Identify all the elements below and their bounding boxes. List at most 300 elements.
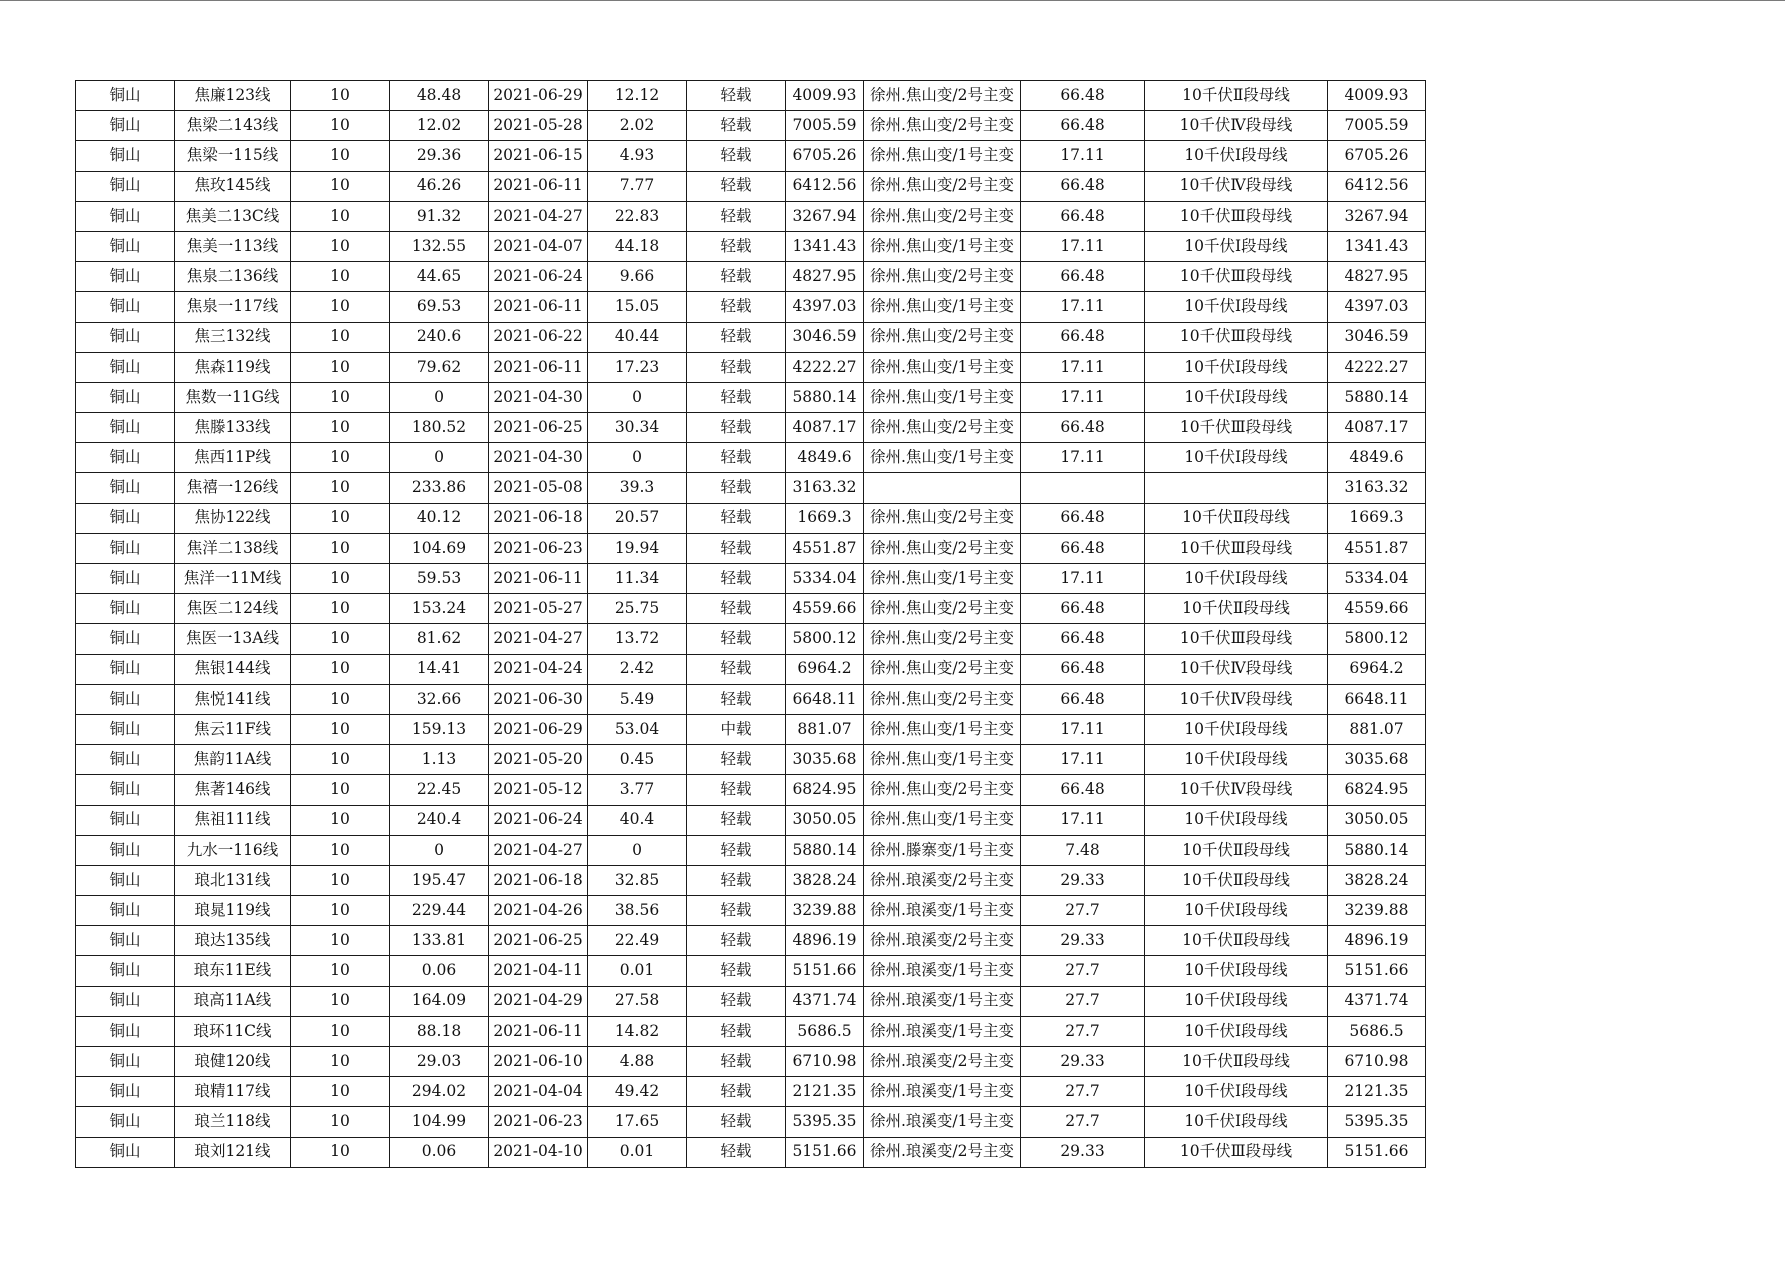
- load-cell: 0.06: [390, 1137, 489, 1167]
- voltage-cell: 10: [291, 503, 390, 533]
- transformer-load-rate-cell: 66.48: [1021, 413, 1145, 443]
- substation-transformer-cell: 徐州.琅溪变/1号主变: [864, 986, 1021, 1016]
- date-cell: 2021-06-11: [489, 564, 588, 594]
- load-status-cell: 轻载: [687, 262, 786, 292]
- voltage-cell: 10: [291, 624, 390, 654]
- line-name-cell: 琅刘121线: [175, 1137, 291, 1167]
- line-name-cell: 焦悦141线: [175, 684, 291, 714]
- date-cell: 2021-06-11: [489, 292, 588, 322]
- table-row: [76, 503, 1426, 533]
- load-cell: 29.36: [390, 141, 489, 171]
- bus-section-cell: 10千伏Ⅳ段母线: [1145, 171, 1328, 201]
- bus-section-cell: 10千伏Ⅰ段母线: [1145, 956, 1328, 986]
- date-cell: 2021-05-27: [489, 594, 588, 624]
- transformer-load-rate-cell: 66.48: [1021, 533, 1145, 563]
- spare-capacity-cell: 3239.88: [786, 896, 864, 926]
- table-row: [76, 443, 1426, 473]
- bus-section-cell: 10千伏Ⅲ段母线: [1145, 1137, 1328, 1167]
- spare-capacity-cell: 4849.6: [786, 443, 864, 473]
- transformer-load-rate-cell: 27.7: [1021, 986, 1145, 1016]
- bus-section-cell: 10千伏Ⅳ段母线: [1145, 654, 1328, 684]
- district-cell: 铜山: [76, 533, 175, 563]
- district-cell: 铜山: [76, 624, 175, 654]
- transformer-load-rate-cell: 17.11: [1021, 714, 1145, 744]
- voltage-cell: 10: [291, 926, 390, 956]
- voltage-cell: 10: [291, 835, 390, 865]
- substation-transformer-cell: 徐州.琅溪变/2号主变: [864, 865, 1021, 895]
- table-row: [76, 1016, 1426, 1046]
- load-status-cell: 轻载: [687, 352, 786, 382]
- voltage-cell: 10: [291, 201, 390, 231]
- spare-capacity-cell: 1341.43: [786, 231, 864, 261]
- line-name-cell: 焦银144线: [175, 654, 291, 684]
- load-rate-cell: 25.75: [588, 594, 687, 624]
- table-row: [76, 1047, 1426, 1077]
- load-cell: 88.18: [390, 1016, 489, 1046]
- transformer-load-rate-cell: 29.33: [1021, 1137, 1145, 1167]
- table-row: [76, 896, 1426, 926]
- substation-transformer-cell: 徐州.焦山变/1号主变: [864, 805, 1021, 835]
- line-name-cell: 焦云11F线: [175, 714, 291, 744]
- load-status-cell: 轻载: [687, 624, 786, 654]
- district-cell: 铜山: [76, 1107, 175, 1137]
- spare-capacity-cell: 3828.24: [786, 865, 864, 895]
- substation-transformer-cell: [864, 473, 1021, 503]
- transformer-load-rate-cell: 17.11: [1021, 292, 1145, 322]
- transformer-load-rate-cell: 29.33: [1021, 1047, 1145, 1077]
- substation-transformer-cell: 徐州.焦山变/2号主变: [864, 111, 1021, 141]
- spare-capacity-cell: 3050.05: [786, 805, 864, 835]
- voltage-cell: 10: [291, 1137, 390, 1167]
- load-status-cell: 中载: [687, 714, 786, 744]
- bus-section-cell: 10千伏Ⅲ段母线: [1145, 322, 1328, 352]
- load-status-cell: 轻载: [687, 775, 786, 805]
- voltage-cell: 10: [291, 322, 390, 352]
- load-status-cell: 轻载: [687, 896, 786, 926]
- voltage-cell: 10: [291, 141, 390, 171]
- line-name-cell: 焦梁一115线: [175, 141, 291, 171]
- load-rate-cell: 14.82: [588, 1016, 687, 1046]
- load-cell: 195.47: [390, 865, 489, 895]
- table-row: [76, 1137, 1426, 1167]
- line-name-cell: 焦美二13C线: [175, 201, 291, 231]
- voltage-cell: 10: [291, 382, 390, 412]
- voltage-cell: 10: [291, 413, 390, 443]
- district-cell: 铜山: [76, 443, 175, 473]
- substation-transformer-cell: 徐州.焦山变/1号主变: [864, 352, 1021, 382]
- load-rate-cell: 17.23: [588, 352, 687, 382]
- substation-transformer-cell: 徐州.焦山变/2号主变: [864, 654, 1021, 684]
- voltage-cell: 10: [291, 684, 390, 714]
- spare-capacity-cell: 3163.32: [786, 473, 864, 503]
- transformer-load-rate-cell: 27.7: [1021, 1107, 1145, 1137]
- load-cell: 104.69: [390, 533, 489, 563]
- load-rate-cell: 44.18: [588, 231, 687, 261]
- substation-transformer-cell: 徐州.焦山变/2号主变: [864, 533, 1021, 563]
- bus-section-cell: 10千伏Ⅰ段母线: [1145, 382, 1328, 412]
- line-name-cell: 焦医二124线: [175, 594, 291, 624]
- spare-capacity-cell: 6824.95: [786, 775, 864, 805]
- transformer-load-rate-cell: 66.48: [1021, 171, 1145, 201]
- substation-transformer-cell: 徐州.琅溪变/2号主变: [864, 1047, 1021, 1077]
- date-cell: 2021-06-25: [489, 413, 588, 443]
- line-name-cell: 焦三132线: [175, 322, 291, 352]
- substation-transformer-cell: 徐州.焦山变/2号主变: [864, 413, 1021, 443]
- line-name-cell: 焦著146线: [175, 775, 291, 805]
- bus-section-cell: 10千伏Ⅰ段母线: [1145, 745, 1328, 775]
- bus-section-cell: 10千伏Ⅱ段母线: [1145, 865, 1328, 895]
- substation-transformer-cell: 徐州.滕寨变/1号主变: [864, 835, 1021, 865]
- load-cell: 14.41: [390, 654, 489, 684]
- spare-capacity-cell: 6412.56: [786, 171, 864, 201]
- voltage-cell: 10: [291, 865, 390, 895]
- spare-capacity-cell: 4397.03: [786, 292, 864, 322]
- district-cell: 铜山: [76, 805, 175, 835]
- date-cell: 2021-06-22: [489, 322, 588, 352]
- transformer-load-rate-cell: 27.7: [1021, 956, 1145, 986]
- district-cell: 铜山: [76, 986, 175, 1016]
- district-cell: 铜山: [76, 835, 175, 865]
- line-spare-capacity-cell: 5151.66: [1328, 1137, 1426, 1167]
- substation-transformer-cell: 徐州.焦山变/2号主变: [864, 624, 1021, 654]
- load-cell: 91.32: [390, 201, 489, 231]
- table-row: [76, 775, 1426, 805]
- date-cell: 2021-06-23: [489, 1107, 588, 1137]
- table-row: [76, 624, 1426, 654]
- line-spare-capacity-cell: 5880.14: [1328, 382, 1426, 412]
- transformer-load-rate-cell: 17.11: [1021, 805, 1145, 835]
- date-cell: 2021-06-11: [489, 1016, 588, 1046]
- load-cell: 1.13: [390, 745, 489, 775]
- substation-transformer-cell: 徐州.焦山变/2号主变: [864, 594, 1021, 624]
- district-cell: 铜山: [76, 896, 175, 926]
- substation-transformer-cell: 徐州.焦山变/1号主变: [864, 564, 1021, 594]
- date-cell: 2021-06-25: [489, 926, 588, 956]
- spare-capacity-cell: 4559.66: [786, 594, 864, 624]
- bus-section-cell: 10千伏Ⅱ段母线: [1145, 503, 1328, 533]
- transformer-load-rate-cell: 17.11: [1021, 443, 1145, 473]
- line-spare-capacity-cell: 4371.74: [1328, 986, 1426, 1016]
- substation-transformer-cell: 徐州.琅溪变/1号主变: [864, 896, 1021, 926]
- table-row: [76, 111, 1426, 141]
- load-rate-cell: 40.4: [588, 805, 687, 835]
- load-rate-cell: 38.56: [588, 896, 687, 926]
- bus-section-cell: 10千伏Ⅰ段母线: [1145, 805, 1328, 835]
- load-cell: 12.02: [390, 111, 489, 141]
- spare-capacity-cell: 3046.59: [786, 322, 864, 352]
- bus-section-cell: 10千伏Ⅰ段母线: [1145, 1016, 1328, 1046]
- voltage-cell: 10: [291, 111, 390, 141]
- load-cell: 69.53: [390, 292, 489, 322]
- load-status-cell: 轻载: [687, 1077, 786, 1107]
- date-cell: 2021-04-26: [489, 896, 588, 926]
- spare-capacity-cell: 5151.66: [786, 1137, 864, 1167]
- load-rate-cell: 2.42: [588, 654, 687, 684]
- transformer-load-rate-cell: 17.11: [1021, 231, 1145, 261]
- table-row: [76, 1077, 1426, 1107]
- load-rate-cell: 17.65: [588, 1107, 687, 1137]
- load-cell: 159.13: [390, 714, 489, 744]
- load-rate-cell: 27.58: [588, 986, 687, 1016]
- voltage-cell: 10: [291, 745, 390, 775]
- load-status-cell: 轻载: [687, 382, 786, 412]
- load-status-cell: 轻载: [687, 443, 786, 473]
- table-row: [76, 865, 1426, 895]
- table-row: [76, 262, 1426, 292]
- load-status-cell: 轻载: [687, 986, 786, 1016]
- district-cell: 铜山: [76, 171, 175, 201]
- transformer-load-rate-cell: 27.7: [1021, 1077, 1145, 1107]
- load-status-cell: 轻载: [687, 111, 786, 141]
- line-spare-capacity-cell: 3050.05: [1328, 805, 1426, 835]
- district-cell: 铜山: [76, 322, 175, 352]
- line-name-cell: 琅达135线: [175, 926, 291, 956]
- load-rate-cell: 22.83: [588, 201, 687, 231]
- date-cell: 2021-04-29: [489, 986, 588, 1016]
- transformer-load-rate-cell: 29.33: [1021, 926, 1145, 956]
- spare-capacity-cell: 6710.98: [786, 1047, 864, 1077]
- table-row: [76, 171, 1426, 201]
- bus-section-cell: 10千伏Ⅳ段母线: [1145, 111, 1328, 141]
- load-rate-cell: 20.57: [588, 503, 687, 533]
- date-cell: 2021-05-08: [489, 473, 588, 503]
- transformer-load-rate-cell: 17.11: [1021, 745, 1145, 775]
- transformer-load-rate-cell: 66.48: [1021, 111, 1145, 141]
- spare-capacity-cell: 3035.68: [786, 745, 864, 775]
- load-rate-cell: 0: [588, 443, 687, 473]
- district-cell: 铜山: [76, 292, 175, 322]
- load-rate-cell: 11.34: [588, 564, 687, 594]
- voltage-cell: 10: [291, 81, 390, 111]
- load-rate-cell: 32.85: [588, 865, 687, 895]
- substation-transformer-cell: 徐州.焦山变/2号主变: [864, 684, 1021, 714]
- district-cell: 铜山: [76, 503, 175, 533]
- line-spare-capacity-cell: 6824.95: [1328, 775, 1426, 805]
- load-status-cell: 轻载: [687, 322, 786, 352]
- voltage-cell: 10: [291, 654, 390, 684]
- line-name-cell: 琅东11E线: [175, 956, 291, 986]
- load-cell: 59.53: [390, 564, 489, 594]
- district-cell: 铜山: [76, 111, 175, 141]
- bus-section-cell: 10千伏Ⅰ段母线: [1145, 1107, 1328, 1137]
- load-status-cell: 轻载: [687, 865, 786, 895]
- date-cell: 2021-06-10: [489, 1047, 588, 1077]
- voltage-cell: 10: [291, 443, 390, 473]
- bus-section-cell: 10千伏Ⅰ段母线: [1145, 231, 1328, 261]
- transformer-load-rate-cell: 17.11: [1021, 352, 1145, 382]
- line-spare-capacity-cell: 3046.59: [1328, 322, 1426, 352]
- substation-transformer-cell: 徐州.琅溪变/1号主变: [864, 1107, 1021, 1137]
- line-name-cell: 焦禧一126线: [175, 473, 291, 503]
- load-rate-cell: 53.04: [588, 714, 687, 744]
- line-spare-capacity-cell: 3239.88: [1328, 896, 1426, 926]
- bus-section-cell: 10千伏Ⅰ段母线: [1145, 292, 1328, 322]
- substation-transformer-cell: 徐州.琅溪变/1号主变: [864, 1016, 1021, 1046]
- transformer-load-rate-cell: 66.48: [1021, 262, 1145, 292]
- spare-capacity-cell: 6648.11: [786, 684, 864, 714]
- district-cell: 铜山: [76, 956, 175, 986]
- line-name-cell: 焦森119线: [175, 352, 291, 382]
- voltage-cell: 10: [291, 1077, 390, 1107]
- date-cell: 2021-04-27: [489, 201, 588, 231]
- load-rate-cell: 40.44: [588, 322, 687, 352]
- load-rate-cell: 0.01: [588, 956, 687, 986]
- feeder-load-table: [75, 80, 1426, 1168]
- voltage-cell: 10: [291, 1107, 390, 1137]
- load-rate-cell: 30.34: [588, 413, 687, 443]
- load-status-cell: 轻载: [687, 1107, 786, 1137]
- line-spare-capacity-cell: 5151.66: [1328, 956, 1426, 986]
- voltage-cell: 10: [291, 564, 390, 594]
- line-spare-capacity-cell: 1341.43: [1328, 231, 1426, 261]
- date-cell: 2021-06-11: [489, 352, 588, 382]
- line-name-cell: 焦滕133线: [175, 413, 291, 443]
- spare-capacity-cell: 6964.2: [786, 654, 864, 684]
- line-spare-capacity-cell: 4551.87: [1328, 533, 1426, 563]
- table-row: [76, 322, 1426, 352]
- voltage-cell: 10: [291, 533, 390, 563]
- district-cell: 铜山: [76, 684, 175, 714]
- date-cell: 2021-05-28: [489, 111, 588, 141]
- district-cell: 铜山: [76, 382, 175, 412]
- load-cell: 153.24: [390, 594, 489, 624]
- district-cell: 铜山: [76, 1137, 175, 1167]
- load-rate-cell: 39.3: [588, 473, 687, 503]
- table-row: [76, 382, 1426, 412]
- date-cell: 2021-04-30: [489, 382, 588, 412]
- line-spare-capacity-cell: 4009.93: [1328, 81, 1426, 111]
- load-status-cell: 轻载: [687, 292, 786, 322]
- table-row: [76, 81, 1426, 111]
- line-spare-capacity-cell: 5395.35: [1328, 1107, 1426, 1137]
- table-row: [76, 564, 1426, 594]
- voltage-cell: 10: [291, 171, 390, 201]
- line-name-cell: 焦洋二138线: [175, 533, 291, 563]
- voltage-cell: 10: [291, 1016, 390, 1046]
- transformer-load-rate-cell: [1021, 473, 1145, 503]
- line-spare-capacity-cell: 881.07: [1328, 714, 1426, 744]
- date-cell: 2021-06-24: [489, 805, 588, 835]
- voltage-cell: 10: [291, 292, 390, 322]
- line-name-cell: 焦泉二136线: [175, 262, 291, 292]
- voltage-cell: 10: [291, 805, 390, 835]
- line-spare-capacity-cell: 4222.27: [1328, 352, 1426, 382]
- table-row: [76, 473, 1426, 503]
- line-name-cell: 琅精117线: [175, 1077, 291, 1107]
- substation-transformer-cell: 徐州.焦山变/2号主变: [864, 171, 1021, 201]
- line-spare-capacity-cell: 4397.03: [1328, 292, 1426, 322]
- load-rate-cell: 3.77: [588, 775, 687, 805]
- load-cell: 79.62: [390, 352, 489, 382]
- load-status-cell: 轻载: [687, 1016, 786, 1046]
- substation-transformer-cell: 徐州.焦山变/1号主变: [864, 745, 1021, 775]
- voltage-cell: 10: [291, 231, 390, 261]
- load-rate-cell: 15.05: [588, 292, 687, 322]
- substation-transformer-cell: 徐州.琅溪变/2号主变: [864, 1137, 1021, 1167]
- load-status-cell: 轻载: [687, 564, 786, 594]
- date-cell: 2021-05-20: [489, 745, 588, 775]
- date-cell: 2021-06-29: [489, 81, 588, 111]
- load-cell: 164.09: [390, 986, 489, 1016]
- date-cell: 2021-06-30: [489, 684, 588, 714]
- load-rate-cell: 0.01: [588, 1137, 687, 1167]
- load-rate-cell: 7.77: [588, 171, 687, 201]
- line-spare-capacity-cell: 4087.17: [1328, 413, 1426, 443]
- load-rate-cell: 12.12: [588, 81, 687, 111]
- voltage-cell: 10: [291, 1047, 390, 1077]
- transformer-load-rate-cell: 66.48: [1021, 503, 1145, 533]
- bus-section-cell: 10千伏Ⅰ段母线: [1145, 896, 1328, 926]
- load-cell: 48.48: [390, 81, 489, 111]
- load-status-cell: 轻载: [687, 684, 786, 714]
- substation-transformer-cell: 徐州.焦山变/2号主变: [864, 775, 1021, 805]
- line-spare-capacity-cell: 3163.32: [1328, 473, 1426, 503]
- line-name-cell: 焦数一11G线: [175, 382, 291, 412]
- district-cell: 铜山: [76, 1016, 175, 1046]
- load-cell: 40.12: [390, 503, 489, 533]
- spare-capacity-cell: 2121.35: [786, 1077, 864, 1107]
- line-spare-capacity-cell: 6648.11: [1328, 684, 1426, 714]
- bus-section-cell: 10千伏Ⅲ段母线: [1145, 262, 1328, 292]
- spare-capacity-cell: 4551.87: [786, 533, 864, 563]
- spare-capacity-cell: 4087.17: [786, 413, 864, 443]
- date-cell: 2021-04-30: [489, 443, 588, 473]
- table-row: [76, 956, 1426, 986]
- line-name-cell: 焦韵11A线: [175, 745, 291, 775]
- load-cell: 81.62: [390, 624, 489, 654]
- load-rate-cell: 9.66: [588, 262, 687, 292]
- line-spare-capacity-cell: 6964.2: [1328, 654, 1426, 684]
- table-row: [76, 714, 1426, 744]
- bus-section-cell: 10千伏Ⅲ段母线: [1145, 533, 1328, 563]
- transformer-load-rate-cell: 66.48: [1021, 81, 1145, 111]
- load-status-cell: 轻载: [687, 533, 786, 563]
- table-row: [76, 533, 1426, 563]
- table-row: [76, 745, 1426, 775]
- table-row: [76, 805, 1426, 835]
- bus-section-cell: 10千伏Ⅰ段母线: [1145, 443, 1328, 473]
- voltage-cell: 10: [291, 594, 390, 624]
- line-name-cell: 九水一116线: [175, 835, 291, 865]
- date-cell: 2021-06-29: [489, 714, 588, 744]
- table-body: [76, 81, 1426, 1168]
- date-cell: 2021-06-23: [489, 533, 588, 563]
- line-spare-capacity-cell: 2121.35: [1328, 1077, 1426, 1107]
- substation-transformer-cell: 徐州.焦山变/1号主变: [864, 292, 1021, 322]
- load-rate-cell: 22.49: [588, 926, 687, 956]
- line-spare-capacity-cell: 3035.68: [1328, 745, 1426, 775]
- table-row: [76, 594, 1426, 624]
- line-spare-capacity-cell: 5334.04: [1328, 564, 1426, 594]
- spare-capacity-cell: 4009.93: [786, 81, 864, 111]
- load-rate-cell: 0: [588, 835, 687, 865]
- line-name-cell: 焦泉一117线: [175, 292, 291, 322]
- load-cell: 0: [390, 443, 489, 473]
- voltage-cell: 10: [291, 956, 390, 986]
- line-spare-capacity-cell: 1669.3: [1328, 503, 1426, 533]
- table-row: [76, 1107, 1426, 1137]
- spare-capacity-cell: 4371.74: [786, 986, 864, 1016]
- spare-capacity-cell: 5880.14: [786, 382, 864, 412]
- date-cell: 2021-04-04: [489, 1077, 588, 1107]
- load-cell: 240.4: [390, 805, 489, 835]
- spare-capacity-cell: 5334.04: [786, 564, 864, 594]
- substation-transformer-cell: 徐州.焦山变/1号主变: [864, 231, 1021, 261]
- load-cell: 180.52: [390, 413, 489, 443]
- voltage-cell: 10: [291, 714, 390, 744]
- transformer-load-rate-cell: 66.48: [1021, 322, 1145, 352]
- district-cell: 铜山: [76, 81, 175, 111]
